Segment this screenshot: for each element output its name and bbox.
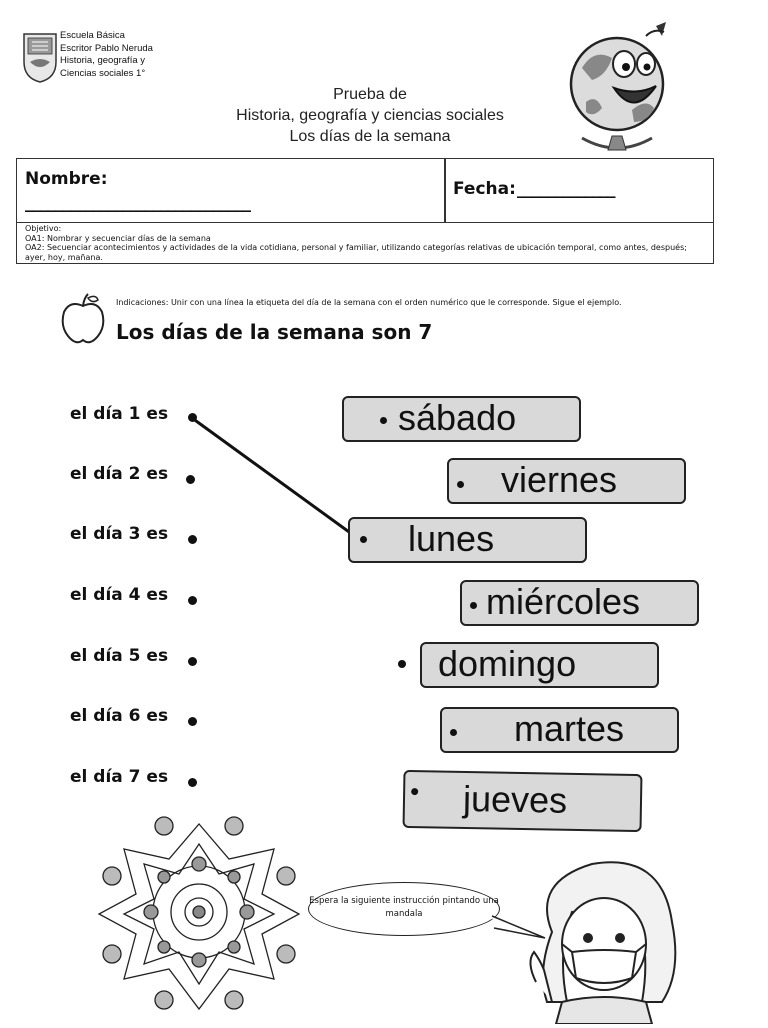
tag-word: viernes	[501, 459, 618, 500]
title-line: Los días de la semana	[289, 128, 451, 145]
tag-word: lunes	[408, 518, 495, 559]
day-tag-viernes[interactable]	[447, 458, 686, 504]
day-tag-lunes[interactable]	[348, 517, 587, 563]
day-label-5: el día 5 es	[70, 646, 169, 666]
nombre-label: Nombre:	[25, 169, 108, 189]
girl-with-mask-illustration	[522, 852, 688, 1024]
tag-dot	[470, 602, 477, 609]
tag-word: sábado	[398, 397, 517, 438]
mandala-illustration	[94, 804, 304, 1024]
day-tag-domingo[interactable]	[420, 642, 659, 688]
day-tag-miercoles[interactable]	[460, 580, 699, 626]
tag-dot-outside	[398, 660, 406, 668]
tag-word: jueves	[462, 777, 568, 821]
day-label-4: el día 4 es	[70, 585, 169, 605]
tag-dot	[450, 729, 457, 736]
instructions-text: Indicaciones: Unir con una línea la etiqueta del día de la semana con el orden numérico que le corresponde. Sigue el ejemplo.	[116, 298, 622, 307]
day-tag-jueves[interactable]	[403, 770, 643, 832]
title-line: Prueba de	[333, 86, 407, 103]
day-label-2: el día 2 es	[70, 464, 169, 484]
school-line: Ciencias sociales 1°	[60, 67, 146, 79]
speech-bubble: Espera la siguiente instrucción pintando una mandala	[308, 882, 500, 936]
day-tag-martes[interactable]	[440, 707, 679, 753]
tag-word: miércoles	[486, 581, 641, 622]
school-line: Escritor Pablo Neruda	[60, 42, 153, 54]
title-line: Historia, geografía y ciencias sociales	[236, 107, 504, 124]
objective-oa2: OA2: Secuenciar acontecimientos y actividades de la vida cotidiana, personal y familiar, utilizando categorías relativas de ubicación temporal, como antes, después; ayer, hoy, mañana.	[25, 243, 687, 262]
fecha-line[interactable]: _____________	[517, 179, 615, 199]
tag-word: domingo	[438, 643, 577, 684]
objective-oa1: OA1: Nombrar y secuenciar días de la semana	[25, 233, 211, 243]
day-tag-sabado[interactable]	[342, 396, 581, 442]
objetivo-label: Objetivo:	[25, 224, 62, 233]
day-label-6: el día 6 es	[70, 706, 169, 726]
section-heading: Los días de la semana son 7	[116, 320, 433, 344]
tag-dot	[380, 417, 387, 424]
tag-dot	[457, 481, 464, 488]
day-label-3: el día 3 es	[70, 524, 169, 544]
school-line: Historia, geografía y	[60, 55, 146, 66]
day-label-1: el día 1 es	[70, 404, 169, 424]
tag-dot	[411, 788, 418, 795]
nombre-line[interactable]: ______________________________	[25, 193, 250, 213]
day-label-7: el día 7 es	[70, 767, 169, 787]
tag-word: martes	[514, 708, 625, 749]
fecha-label: Fecha:	[453, 179, 516, 199]
school-line: Escuela Básica	[60, 30, 125, 41]
tag-dot	[360, 536, 367, 543]
